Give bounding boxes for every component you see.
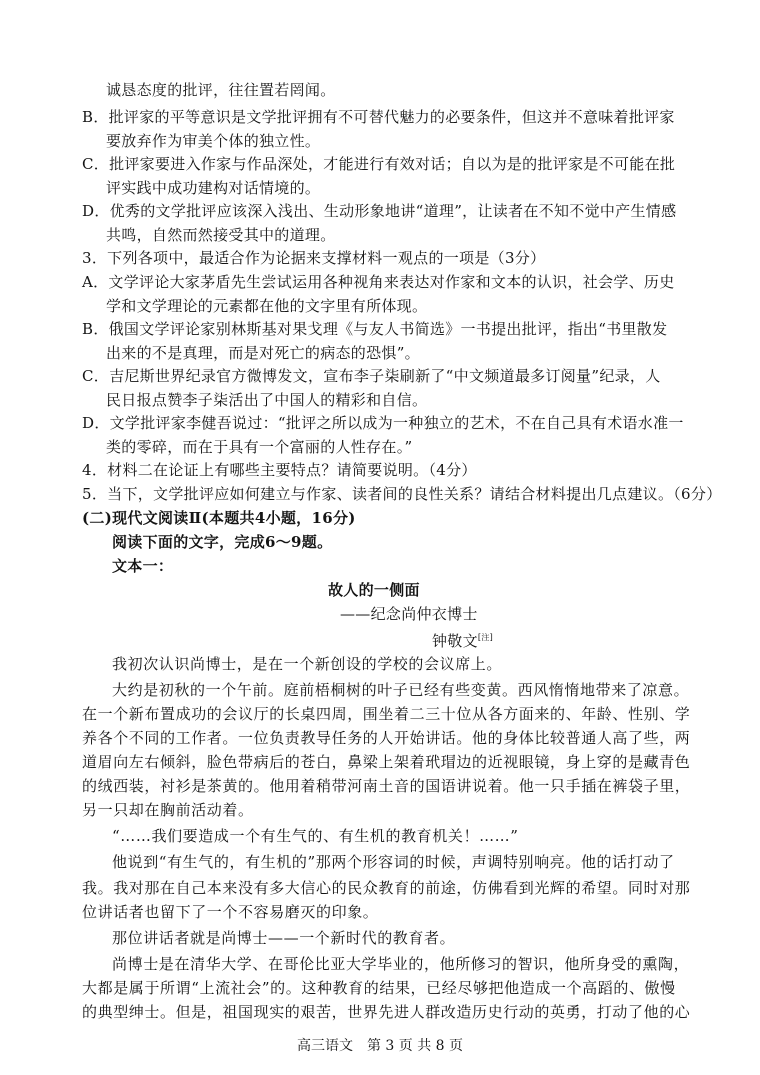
question-3-stem: 3．下列各项中，最适合作为论据来支撑材料一观点的一项是（3分） bbox=[82, 249, 546, 267]
q3-option-b-line2: 出来的不是真理，而是对死亡的病态的恐惧”。 bbox=[106, 344, 420, 362]
q3-option-d-line2: 类的零碎，而在于具有一个富丽的人性存在。” bbox=[106, 438, 413, 456]
q3-option-b-line1: B．俄国文学评论家别林斯基对果戈理《与友人书简选》一书提出批评，指出“书里散发 bbox=[82, 320, 668, 338]
paragraph-2-line1: 大约是初秋的一个午前。庭前梧桐树的叶子已经有些变黄。西风惰惰地带来了凉意。 bbox=[112, 681, 690, 699]
article-author: 钟敬文[注] bbox=[432, 632, 494, 650]
article-subtitle: ——纪念尚仲衣博士 bbox=[340, 605, 478, 623]
page-footer: 高三语文 第 3 页 共 8 页 bbox=[296, 1038, 464, 1054]
paragraph-2-line6: 另一只却在胸前活动着。 bbox=[82, 801, 254, 819]
paragraph-2-line3: 养各个不同的工作者。一位负责教导任务的人开始讲话。他的身体比较普通人高了些，两 bbox=[82, 729, 691, 747]
section-heading: (二)现代文阅读Ⅱ(本题共4小题，16分) bbox=[82, 509, 356, 527]
paragraph-2-line4: 道眉向左右倾斜，脸色带病后的苍白，鼻梁上架着玳瑁边的近视眼镜，身上穿的是藏青色 bbox=[82, 753, 691, 771]
q3-option-c-line1: C．吉尼斯世界纪录官方微博发文，宣布李子柒刷新了“中文频道最多订阅量”纪录，人 bbox=[82, 367, 661, 385]
option-tail-line: 诚恳态度的批评，往往置若罔闻。 bbox=[106, 81, 336, 99]
paragraph-2-line2: 在一个新布置成功的会议厅的长桌四周，围坐着二三十位从各方面来的、年龄、性别、学 bbox=[82, 705, 691, 723]
question-5: 5．当下，文学批评应如何建立与作家、读者间的良性关系？请结合材料提出几点建议。（6分） bbox=[82, 485, 722, 503]
article-title: 故人的一侧面 bbox=[328, 581, 420, 599]
question-4: 4．材料二在论证上有哪些主要特点？请简要说明。（4分） bbox=[82, 461, 477, 479]
q3-prev-option-b-line2: 要放弃作为审美个体的独立性。 bbox=[106, 132, 321, 150]
q3-option-a-line2: 学和文学理论的元素都在他的文字里有所体现。 bbox=[106, 297, 428, 315]
author-note-marker: [注] bbox=[477, 633, 494, 642]
q3-prev-option-c-line1: C．批评家要进入作家与作品深处，才能进行有效对话；自以为是的批评家是不可能在批 bbox=[82, 155, 676, 173]
paragraph-2-line5: 的绒西装，衬衫是茶黄的。他用着稍带河南土音的国语讲说着。他一只手插在裤袋子里， bbox=[82, 777, 691, 795]
paragraph-6-line3: 的典型绅士。但是，祖国现实的艰苦，世界先进人群改造历史行动的英勇，打动了他的心 bbox=[82, 1003, 691, 1021]
paragraph-1: 我初次认识尚博士，是在一个新创设的学校的会议席上。 bbox=[112, 655, 503, 673]
q3-option-d-line1: D．文学批评家李健吾说过：“批评之所以成为一种独立的艺术，不在自己具有术语水准一 bbox=[82, 414, 684, 432]
paragraph-4-line3: 位讲话者也留下了一个不容易磨灭的印象。 bbox=[82, 903, 379, 921]
q3-prev-option-c-line2: 评实践中成功建构对话情境的。 bbox=[106, 179, 321, 197]
paragraph-4-line1: 他说到“有生气的，有生机的”那两个形容词的时候，声调特别响亮。他的话打动了 bbox=[112, 853, 675, 871]
q3-prev-option-d-line2: 共鸣，自然而然接受其中的道理。 bbox=[106, 226, 336, 244]
paragraph-5: 那位讲话者就是尚博士——一个新时代的教育者。 bbox=[112, 929, 456, 947]
q3-option-a-line1: A．文学评论大家茅盾先生尝试运用各种视角来表达对作家和文本的认识，社会学、历史 bbox=[82, 273, 675, 291]
paragraph-6-line1: 尚博士是在清华大学、在哥伦比亚大学毕业的，他所修习的智识，他所身受的熏陶， bbox=[112, 955, 690, 973]
q3-option-c-line2: 民日报点赞李子柒活出了中国人的精彩和自信。 bbox=[106, 391, 428, 409]
text-one-label: 文本一： bbox=[112, 557, 174, 575]
reading-instruction: 阅读下面的文字，完成6～9题。 bbox=[112, 533, 333, 551]
q3-prev-option-d-line1: D．优秀的文学批评应该深入浅出、生动形象地讲“道理”，让读者在不知不觉中产生情感 bbox=[82, 202, 677, 220]
paragraph-4-line2: 我。我对那在自己本来没有多大信心的民众教育的前途，仿佛看到光辉的希望。同时对那 bbox=[82, 879, 691, 897]
q3-prev-option-b-line1: B．批评家的平等意识是文学批评拥有不可替代魅力的必要条件，但这并不意味着批评家 bbox=[82, 108, 675, 126]
paragraph-3-quote: “……我们要造成一个有生气的、有生机的教育机关！……” bbox=[112, 827, 519, 845]
paragraph-6-line2: 大都是属于所谓“上流社会”的。这种教育的结果，已经尽够把他造成一个高蹈的、傲慢 bbox=[82, 979, 676, 997]
